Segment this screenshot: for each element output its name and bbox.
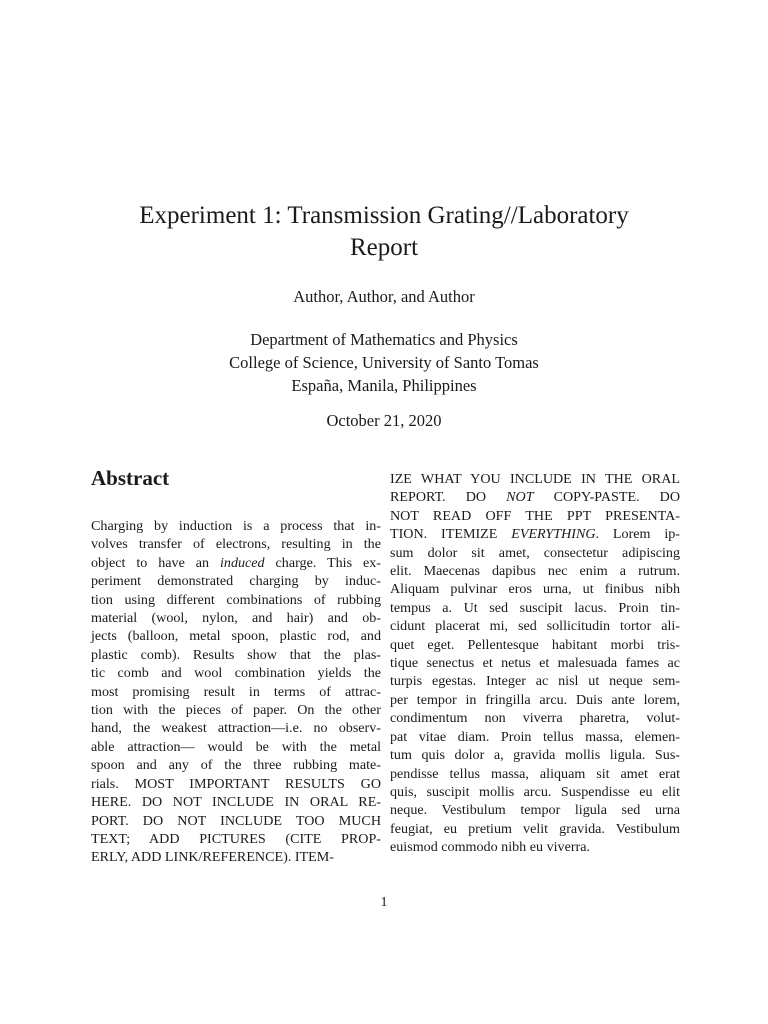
abstract-left-line: able attraction— would be with the metal xyxy=(91,738,381,755)
abstract-right-line: IZE WHAT YOU INCLUDE IN THE ORAL xyxy=(390,471,680,487)
abstract-left-line: spoon and any of the three rubbing mate- xyxy=(91,757,381,774)
affiliation-department: Department of Mathematics and Physics xyxy=(250,330,518,349)
abstract-left-line: tion with the pieces of paper. On the other xyxy=(91,702,381,719)
abstract-left-line: object to have an induced charge. This ex- xyxy=(91,554,381,571)
abstract-heading: Abstract xyxy=(91,466,170,490)
abstract-left-line: most promising result in terms of attrac- xyxy=(91,683,381,700)
abstract-right-line: euismod commodo nibh eu viverra. xyxy=(390,839,591,856)
abstract-left-line: plastic comb). Results show that the plas- xyxy=(91,646,381,663)
paper-date: October 21, 2020 xyxy=(326,411,442,430)
abstract-right-line: pat vitae diam. Proin tellus massa, elemen- xyxy=(390,728,680,745)
abstract-right-line: cidunt placerat mi, sed sollicitudin tortor ali- xyxy=(390,618,680,635)
abstract-right-line: TION. ITEMIZE EVERYTHING. Lorem ip- xyxy=(390,526,680,543)
title-line-1: Experiment 1: Transmission Grating//Laboratory xyxy=(139,202,629,229)
abstract-left-line: PORT. DO NOT INCLUDE TOO MUCH xyxy=(91,812,381,829)
affiliation-location: España, Manila, Philippines xyxy=(291,376,477,395)
abstract-right-line: REPORT. DO NOT COPY-PASTE. DO xyxy=(390,489,680,506)
abstract-right-line: neque. Vestibulum tempor ligula sed urna xyxy=(390,802,680,819)
abstract-left-line: volves transfer of electrons, resulting in the xyxy=(91,536,381,553)
abstract-right-line: elit. Maecenas dapibus nec enim a rutrum. xyxy=(390,563,680,580)
abstract-left-line: tic comb and wool combination yields the xyxy=(91,665,381,682)
abstract-right-line: tempus a. Ut sed suscipit lacus. Proin tin- xyxy=(390,599,680,616)
affiliation-college: College of Science, University of Santo Tomas xyxy=(229,353,539,372)
abstract-left-line: HERE. DO NOT INCLUDE IN ORAL RE- xyxy=(91,794,381,811)
emphasis-text: induced xyxy=(219,554,265,571)
abstract-left-line: periment demonstrated charging by induc- xyxy=(91,573,381,590)
abstract-left-line: material (wool, nylon, and hair) and ob- xyxy=(91,610,381,627)
abstract-right-line: feugiat, eu pretium velit gravida. Vestibulum xyxy=(390,820,680,837)
abstract-left-line: tion using different combinations of rubbing xyxy=(91,591,381,608)
abstract-left-line: Charging by induction is a process that in- xyxy=(91,518,381,534)
abstract-left-line: rials. MOST IMPORTANT RESULTS GO xyxy=(91,775,381,792)
abstract-right-line: quet eget. Pellentesque habitant morbi tris- xyxy=(390,636,680,653)
abstract-column-left xyxy=(91,517,381,867)
abstract-right-line: quis, suscipit mollis arcu. Suspendisse eu elit xyxy=(390,783,680,800)
page-number: 1 xyxy=(380,895,388,910)
abstract-right-line: tum quis dolor a, gravida mollis ligula. Sus- xyxy=(390,747,680,764)
abstract-right-line: sum dolor sit amet, consectetur adipiscing xyxy=(390,544,680,561)
abstract-right-line: turpis egestas. Integer ac nisl ut neque sem- xyxy=(390,673,680,690)
abstract-left-line: hand, the weakest attraction—i.e. no observ- xyxy=(91,720,381,737)
emphasis-text: NOT xyxy=(506,489,534,506)
abstract-left-line: jects (balloon, metal spoon, plastic rod, and xyxy=(91,628,381,645)
abstract-left-line: ERLY, ADD LINK/REFERENCE). ITEM- xyxy=(91,849,334,866)
emphasis-text: EVERYTHING xyxy=(511,526,596,543)
author-list: Author, Author, and Author xyxy=(293,287,475,306)
title-line-2: Report xyxy=(349,234,419,261)
abstract-right-line: condimentum non viverra pharetra, volut- xyxy=(390,710,680,727)
abstract-right-line: per tempor in fringilla arcu. Duis ante lorem, xyxy=(390,691,680,708)
abstract-right-line: Aliquam pulvinar eros urna, ut finibus nibh xyxy=(390,581,680,598)
abstract-column-right xyxy=(390,470,680,857)
affiliation xyxy=(0,328,768,397)
abstract-left-line: TEXT; ADD PICTURES (CITE PROP- xyxy=(91,830,381,847)
abstract-right-line: tique senectus et netus et malesuada fames ac xyxy=(390,655,680,672)
paper-title xyxy=(0,200,768,264)
abstract-right-line: NOT READ OFF THE PPT PRESENTA- xyxy=(390,507,680,524)
abstract-right-line: pendisse tellus massa, aliquam sit amet erat xyxy=(390,765,680,782)
